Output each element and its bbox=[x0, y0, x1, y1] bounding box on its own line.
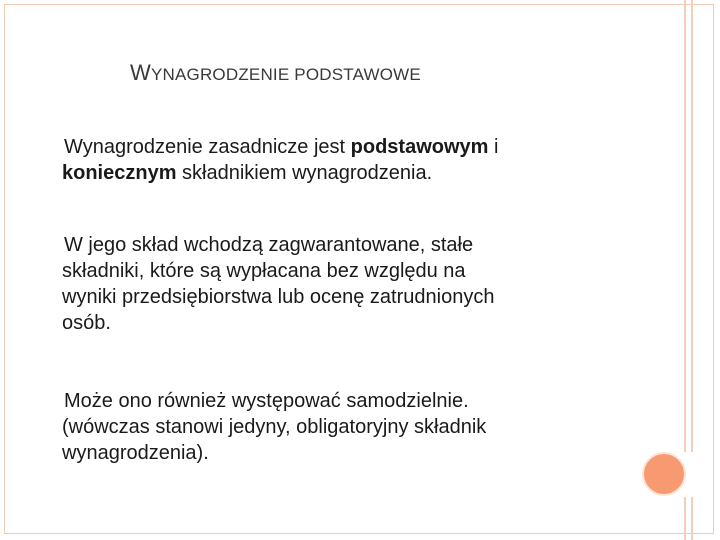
paragraph-2 bbox=[62, 232, 622, 336]
paragraph-line: składniki, które są wypłacana bez względu na bbox=[62, 260, 466, 282]
title-first-letter: W bbox=[130, 60, 151, 85]
paragraph-line: W jego skład wchodzą zagwarantowane, stałe bbox=[64, 234, 474, 256]
paragraph-1-line-2 bbox=[62, 160, 622, 186]
text-segment: Wynagrodzenie zasadnicze jest bbox=[64, 136, 351, 158]
paragraph-3 bbox=[62, 388, 622, 466]
decorative-line bbox=[684, 0, 686, 452]
paragraph-line: (wówczas stanowi jedyny, obligatoryjny składnik bbox=[62, 416, 487, 438]
paragraph-1-line-1 bbox=[62, 134, 622, 160]
paragraph-line: wyniki przedsiębiorstwa lub ocenę zatrudnionych bbox=[62, 286, 495, 308]
text-segment: składnikiem wynagrodzenia. bbox=[176, 162, 433, 184]
bold-text-segment: koniecznym bbox=[62, 162, 177, 184]
decorative-line bbox=[691, 497, 693, 540]
paragraph-line: osób. bbox=[62, 312, 111, 334]
paragraph-line: wynagrodzenia). bbox=[62, 442, 209, 464]
decorative-line bbox=[691, 0, 693, 452]
decorative-line bbox=[684, 497, 686, 540]
bold-text-segment: podstawowym bbox=[350, 136, 489, 158]
text-segment: i bbox=[488, 136, 499, 158]
paragraph-1 bbox=[62, 134, 622, 186]
title-rest: YNAGRODZENIE PODSTAWOWE bbox=[150, 65, 421, 84]
paragraph-line: Może ono również występować samodzielnie. bbox=[64, 390, 469, 412]
slide-title bbox=[130, 60, 421, 86]
decorative-circle-icon bbox=[642, 452, 686, 496]
